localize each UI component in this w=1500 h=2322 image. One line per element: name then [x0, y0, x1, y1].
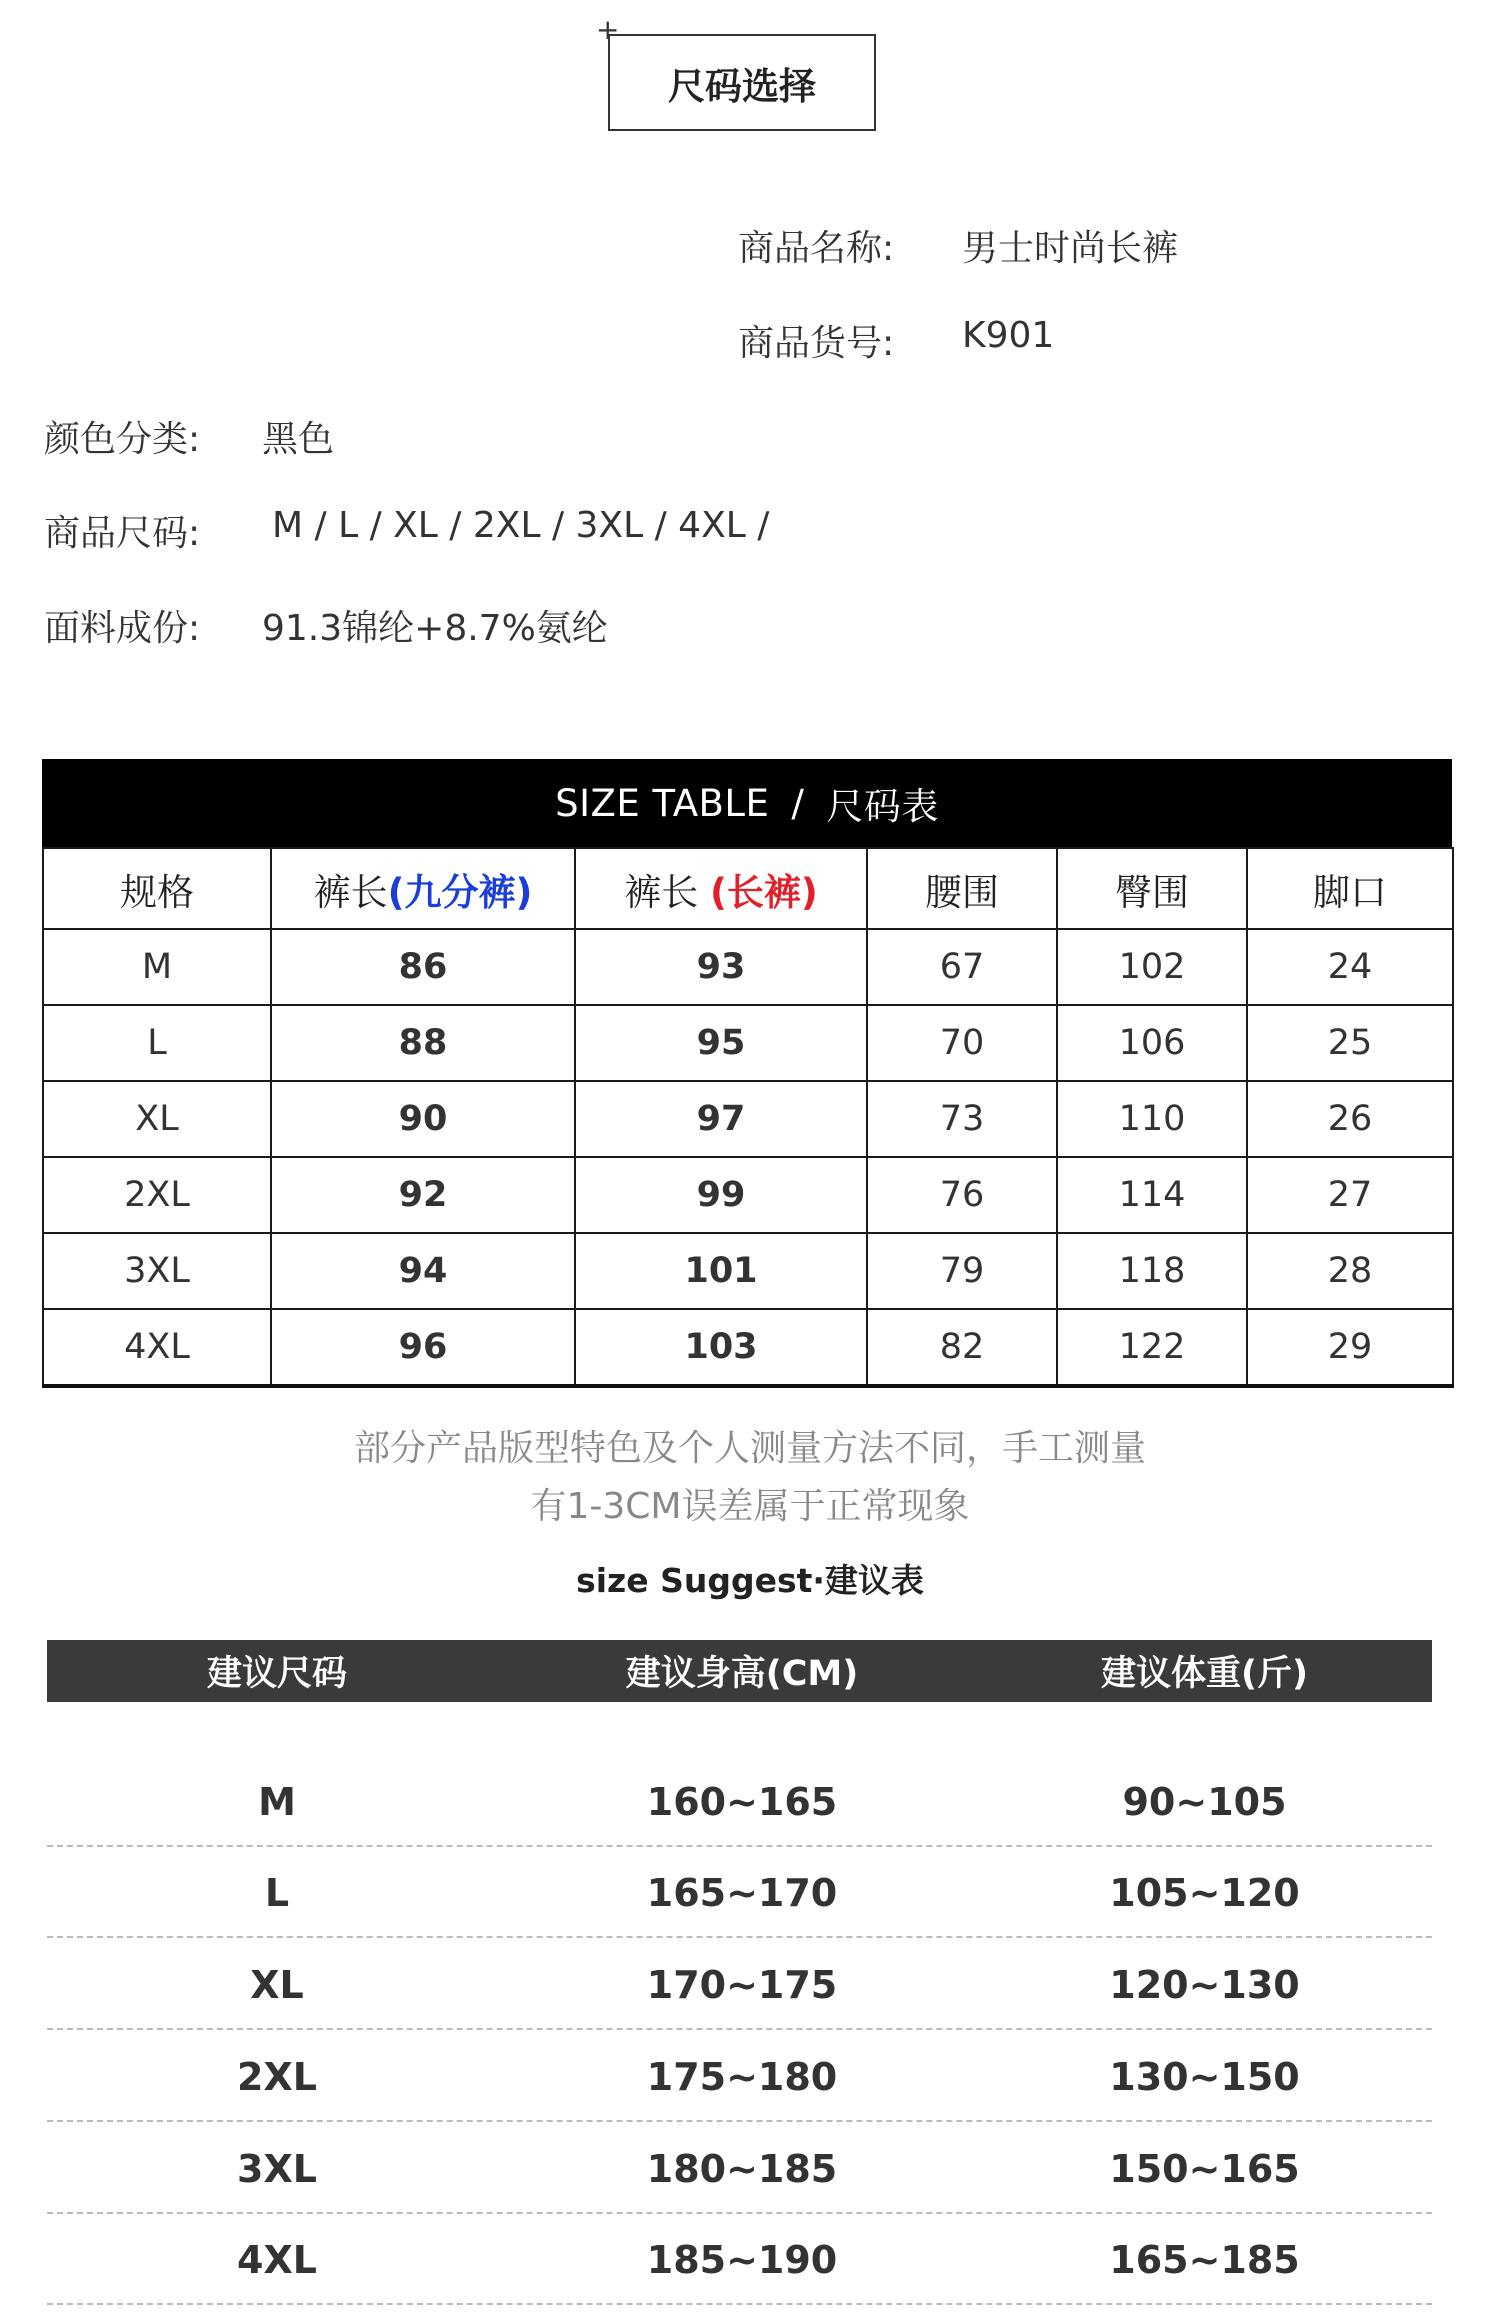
cell-hip: 102: [1057, 929, 1247, 1005]
suggest-header-size: 建议尺码: [206, 1654, 347, 1694]
measurement-note-line-1: 部分产品版型特色及个人测量方法不同，手工测量: [353, 1428, 1146, 1469]
list-item: [47, 1939, 1432, 2030]
size-table-title-bar: [42, 759, 1452, 847]
product-name-label: 商品名称:: [738, 228, 895, 269]
suggest-header-height: 建议身高(CM): [625, 1654, 859, 1694]
corner-plus-mark: +: [596, 13, 620, 46]
suggest-height: 185~190: [646, 2238, 838, 2282]
suggest-size: 2XL: [237, 2055, 317, 2099]
suggest-size: 3XL: [237, 2147, 317, 2191]
measurement-note-line-2: 有1-3CM误差属于正常现象: [530, 1486, 970, 1527]
suggest-weight: 120~130: [1109, 1963, 1300, 2007]
size-table-title-cn: 尺码表: [826, 785, 939, 828]
table-row: [43, 1081, 1453, 1157]
cell-waist: 79: [867, 1233, 1057, 1309]
size-table-grid: [42, 847, 1454, 1388]
color-value: 黑色: [262, 419, 335, 460]
size-value: M / L / XL / 2XL / 3XL / 4XL /: [272, 505, 770, 546]
cell-length-nine: 92: [271, 1157, 575, 1233]
list-item: [47, 2214, 1432, 2305]
cell-waist: 82: [867, 1309, 1057, 1386]
cell-length-long: 95: [575, 1005, 867, 1081]
header-length-nine: [271, 848, 575, 929]
cell-waist: 67: [867, 929, 1057, 1005]
cell-length-nine: 94: [271, 1233, 575, 1309]
list-item: [47, 1847, 1432, 1938]
table-row: [43, 929, 1453, 1005]
cell-hem: 26: [1247, 1081, 1453, 1157]
suggest-size: 4XL: [237, 2238, 317, 2282]
header-length-nine-tag: (九分裤): [387, 870, 533, 914]
cell-size: 4XL: [43, 1309, 271, 1386]
cell-length-nine: 86: [271, 929, 575, 1005]
header-spec: 规格: [43, 848, 271, 929]
cell-length-long: 103: [575, 1309, 867, 1386]
size-table: [42, 759, 1452, 1388]
cell-waist: 70: [867, 1005, 1057, 1081]
header-hem: 脚口: [1247, 848, 1453, 929]
suggest-weight: 165~185: [1109, 2238, 1300, 2282]
cell-length-nine: 96: [271, 1309, 575, 1386]
cell-waist: 73: [867, 1081, 1057, 1157]
cell-hip: 106: [1057, 1005, 1247, 1081]
list-item: [47, 2123, 1432, 2214]
cell-size: 3XL: [43, 1233, 271, 1309]
header-length-nine-prefix: 裤长: [313, 870, 388, 914]
size-table-title-separator: /: [791, 781, 805, 825]
suggest-size: XL: [250, 1963, 304, 2007]
header-length-long: [575, 848, 867, 929]
suggest-height: 170~175: [646, 1963, 838, 2007]
color-label: 颜色分类:: [44, 419, 201, 460]
cell-hem: 29: [1247, 1309, 1453, 1386]
cell-length-long: 93: [575, 929, 867, 1005]
cell-hip: 118: [1057, 1233, 1247, 1309]
cell-hip: 114: [1057, 1157, 1247, 1233]
product-sku-label: 商品货号:: [738, 323, 895, 364]
size-label: 商品尺码:: [44, 513, 201, 554]
cell-length-long: 99: [575, 1157, 867, 1233]
suggest-height: 175~180: [646, 2055, 838, 2099]
cell-hip: 110: [1057, 1081, 1247, 1157]
table-row: [43, 1005, 1453, 1081]
suggest-size: M: [258, 1780, 296, 1824]
header-waist: 腰围: [867, 848, 1057, 929]
table-row: [43, 1233, 1453, 1309]
table-row: [43, 1309, 1453, 1386]
list-item: [47, 1756, 1432, 1847]
cell-hip: 122: [1057, 1309, 1247, 1386]
suggest-height: 180~185: [646, 2147, 838, 2191]
table-row: [43, 1157, 1453, 1233]
suggest-weight: 105~120: [1109, 1871, 1300, 1915]
cell-hem: 24: [1247, 929, 1453, 1005]
page-title: 尺码选择: [608, 34, 876, 131]
cell-size: L: [43, 1005, 271, 1081]
suggest-header-bar: [47, 1640, 1432, 1702]
cell-hem: 27: [1247, 1157, 1453, 1233]
cell-hem: 25: [1247, 1005, 1453, 1081]
suggest-height: 165~170: [646, 1871, 838, 1915]
suggest-weight: 130~150: [1109, 2055, 1300, 2099]
suggest-weight: 90~105: [1122, 1780, 1287, 1824]
cell-length-nine: 88: [271, 1005, 575, 1081]
suggest-weight: 150~165: [1109, 2147, 1300, 2191]
cell-length-long: 97: [575, 1081, 867, 1157]
list-item: [47, 2031, 1432, 2122]
cell-length-nine: 90: [271, 1081, 575, 1157]
fabric-value: 91.3锦纶+8.7%氨纶: [262, 608, 608, 649]
header-hip: 臀围: [1057, 848, 1247, 929]
suggest-height: 160~165: [646, 1780, 838, 1824]
cell-size: M: [43, 929, 271, 1005]
size-table-title-en: SIZE TABLE: [555, 781, 770, 825]
cell-size: 2XL: [43, 1157, 271, 1233]
fabric-label: 面料成份:: [44, 608, 201, 649]
cell-size: XL: [43, 1081, 271, 1157]
product-sku-value: K901: [962, 315, 1055, 356]
cell-hem: 28: [1247, 1233, 1453, 1309]
size-table-header-row: [43, 848, 1453, 929]
suggest-title: size Suggest·建议表: [576, 1561, 924, 1600]
cell-length-long: 101: [575, 1233, 867, 1309]
product-name-value: 男士时尚长裤: [962, 228, 1179, 269]
header-length-long-tag: (长裤): [709, 870, 818, 914]
header-length-long-prefix: 裤长: [624, 870, 699, 914]
cell-waist: 76: [867, 1157, 1057, 1233]
suggest-size: L: [264, 1871, 290, 1915]
suggest-header-weight: 建议体重(斤): [1101, 1654, 1308, 1694]
